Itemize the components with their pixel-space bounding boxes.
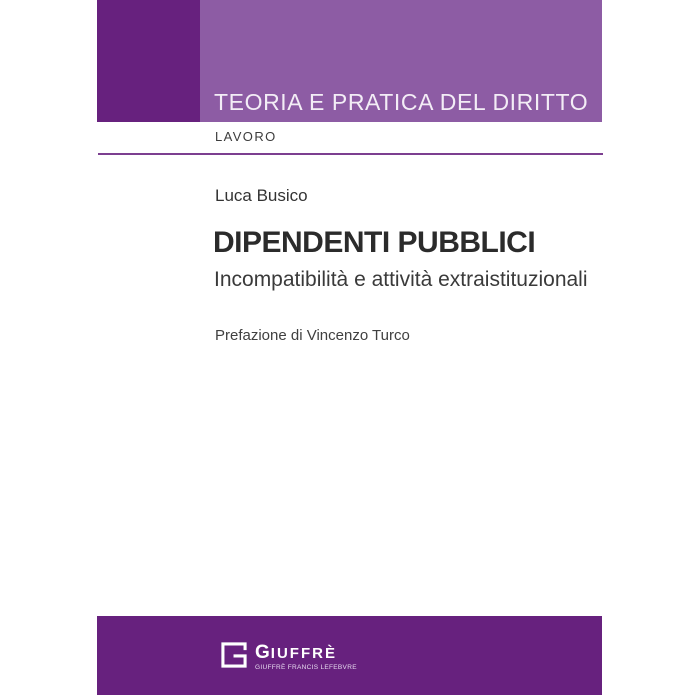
publisher-banner [97,616,602,695]
series-title: TEORIA E PRATICA DEL DIRITTO [214,89,589,115]
author-name: Luca Busico [215,186,308,205]
publisher-tagline: GIUFFRÈ FRANCIS LEFEBVRE [255,664,357,671]
book-title: DIPENDENTI PUBBLICI [213,226,536,259]
publisher-name [255,643,357,662]
giuffre-g-icon [221,642,247,668]
publisher-name-initial: G [255,642,271,663]
book-subtitle: Incompatibilità e attività extraistituzionali [214,268,588,291]
series-category: LAVORO [215,129,277,144]
publisher-name-rest: IUFFRÈ [270,645,337,662]
publisher-logo [221,642,357,671]
cover-accent-bar [97,0,200,122]
publisher-text [255,643,357,671]
preface-credit: Prefazione di Vincenzo Turco [215,327,410,344]
divider-line [98,153,603,155]
series-banner [200,0,602,122]
